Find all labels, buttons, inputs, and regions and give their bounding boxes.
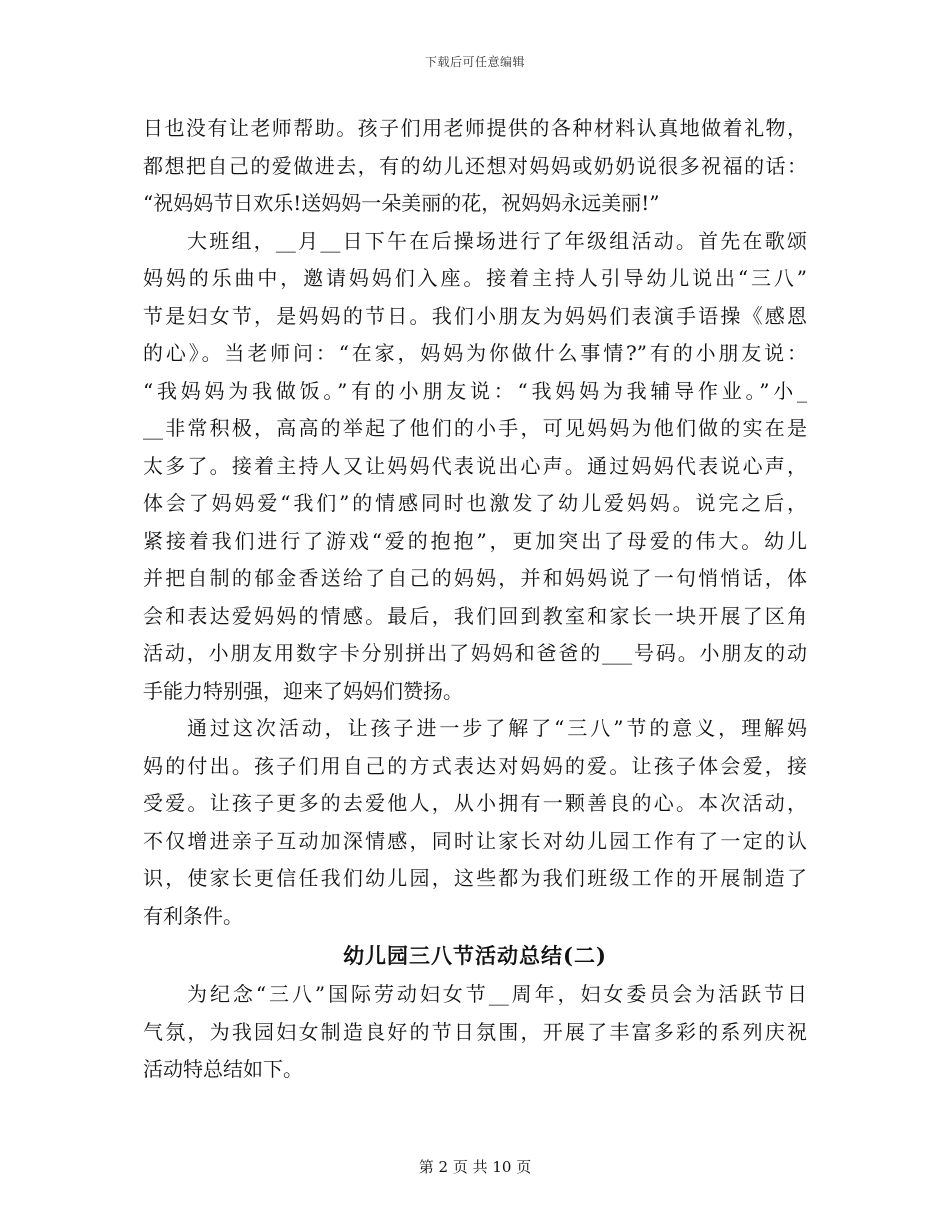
text-line: 活动特总结如下。 xyxy=(143,1057,303,1081)
text-line: 日也没有让老师帮助。孩子们用老师提供的各种材料认真地做着礼物， xyxy=(143,116,807,140)
text-line: 有利条件。 xyxy=(143,903,243,928)
text-line: 会和表达爱妈妈的情感。最后，我们回到教室和家长一块开展了区角 xyxy=(143,603,807,628)
page-header-note: 下载后可任意编辑 xyxy=(424,55,525,69)
text-line: 受爱。让孩子更多的去爱他人，从小拥有一颗善良的心。本次活动， xyxy=(143,791,807,815)
text-line: 不仅增进亲子互动加深情感，同时让家长对幼儿园工作有了一定的认 xyxy=(143,828,807,853)
text-line: 大班组，__月__日下午在后操场进行了年级组活动。首先在歌颂 xyxy=(187,228,807,253)
text-line: 并把自制的郁金香送给了自己的妈妈，并和妈妈说了一句悄悄话，体 xyxy=(143,566,807,590)
document-body xyxy=(143,110,807,1089)
text-line: 妈的付出。孩子们用自己的方式表达对妈妈的爱。让孩子体会爱，接 xyxy=(143,753,807,778)
page-footer: 第 2 页 共 10 页 xyxy=(418,1158,532,1176)
text-line: 体会了妈妈爱“我们”的情感同时也激发了幼儿爱妈妈。说完之后， xyxy=(143,491,807,515)
text-line: 为纪念“三八”国际劳动妇女节__周年，妇女委员会为活跃节日 xyxy=(187,982,807,1006)
text-line: 都想把自己的爱做进去，有的幼儿还想对妈妈或奶奶说很多祝福的话： xyxy=(143,153,807,178)
text-line: 通过这次活动，让孩子进一步了解了“三八”节的意义，理解妈 xyxy=(187,716,807,740)
text-line: 紧接着我们进行了游戏“爱的抱抱”，更加突出了母爱的伟大。幼儿 xyxy=(143,528,807,553)
text-line: “我妈妈为我做饭。”有的小朋友说：“我妈妈为我辅导作业。”小_ xyxy=(143,378,807,403)
text-line: 妈妈的乐曲中，邀请妈妈们入座。接着主持人引导幼儿说出“三八” xyxy=(143,266,807,290)
text-line: 活动，小朋友用数字卡分别拼出了妈妈和爸爸的___号码。小朋友的动 xyxy=(143,641,807,665)
section-heading: 幼儿园三八节活动总结(二) xyxy=(343,943,607,968)
text-line: __非常积极，高高的举起了他们的小手，可见妈妈为他们做的实在是 xyxy=(143,416,807,440)
text-line: 气氛，为我园妇女制造良好的节日氛围，开展了丰富多彩的系列庆祝 xyxy=(143,1019,807,1044)
text-line: 识，使家长更信任我们幼儿园，这些都为我们班级工作的开展制造了 xyxy=(143,866,807,890)
text-line: “祝妈妈节日欢乐!送妈妈一朵美丽的花，祝妈妈永远美丽!” xyxy=(143,191,660,215)
text-line: 太多了。接着主持人又让妈妈代表说出心声。通过妈妈代表说心声， xyxy=(143,453,807,478)
text-line: 手能力特别强，迎来了妈妈们赞扬。 xyxy=(143,678,463,703)
text-line: 节是妇女节，是妈妈的节日。我们小朋友为妈妈们表演手语操《感恩 xyxy=(143,303,807,328)
text-line: 的心》。当老师问：“在家，妈妈为你做什么事情?”有的小朋友说： xyxy=(143,341,807,365)
